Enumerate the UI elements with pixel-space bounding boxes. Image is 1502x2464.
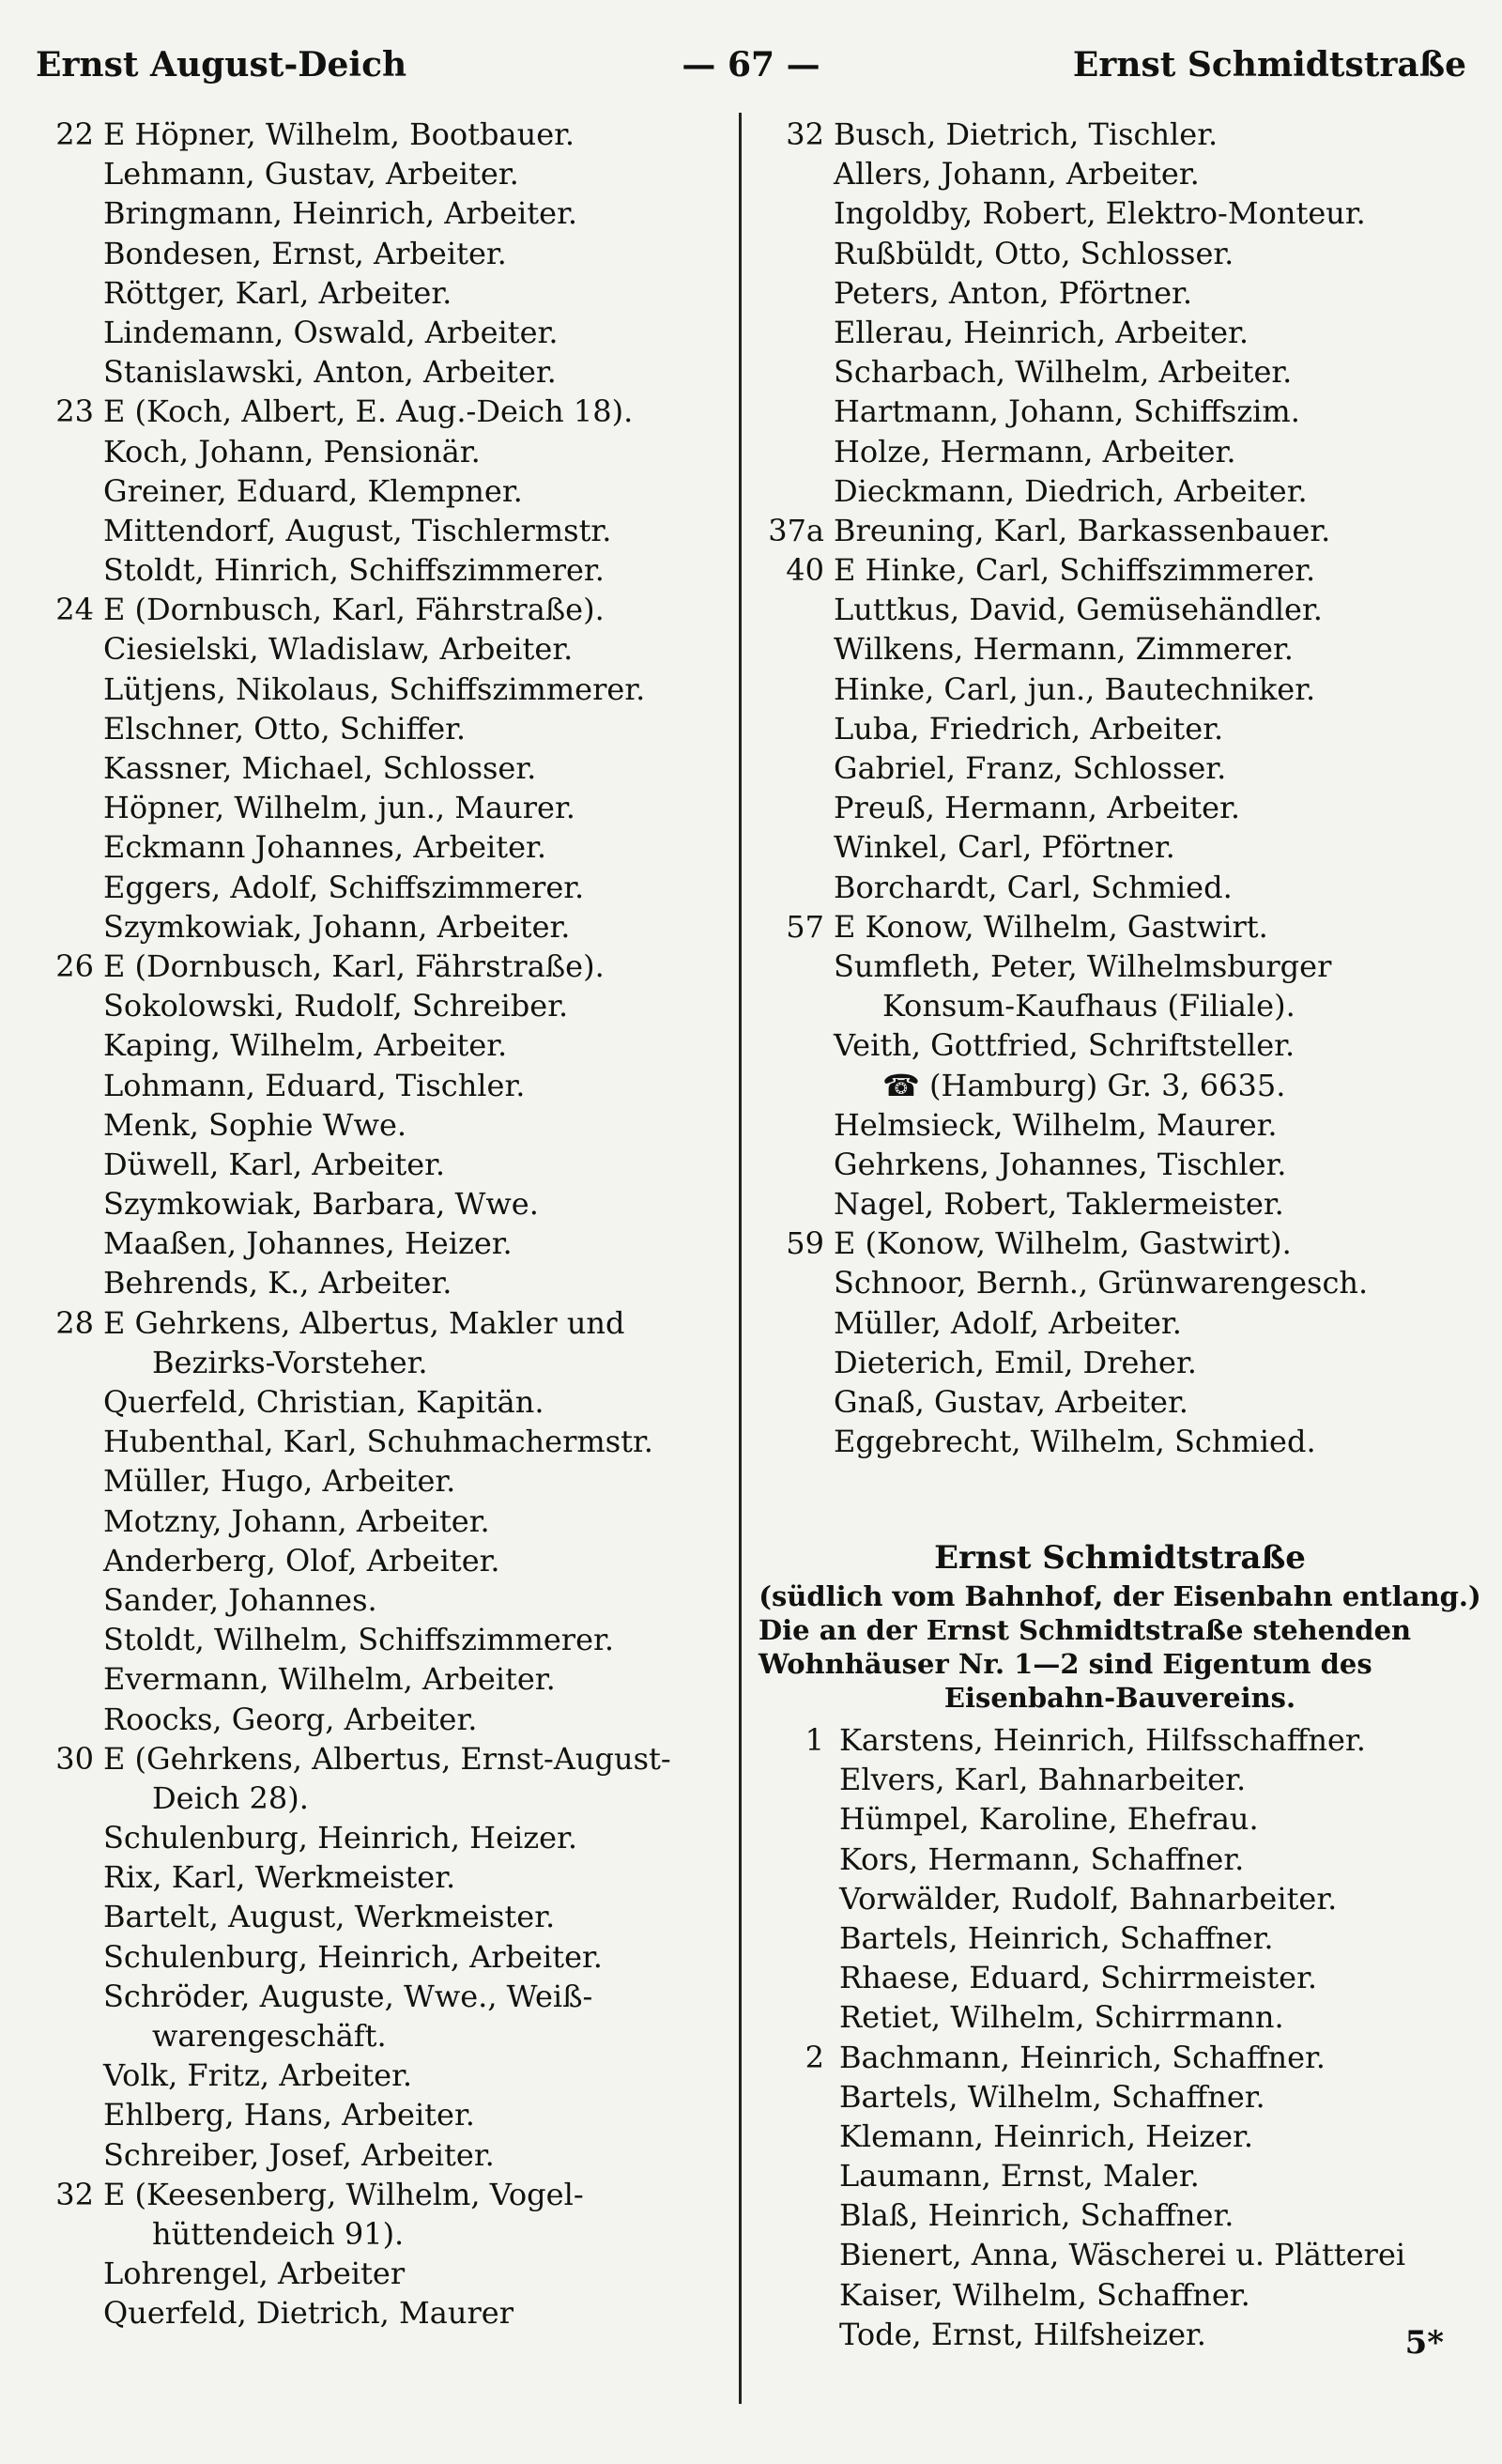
list-item [28, 1620, 723, 1659]
resident-entry: Nagel, Robert, Taklermeister. [834, 1186, 1284, 1223]
list-item [759, 827, 1481, 867]
resident-entry: Laumann, Ernst, Maler. [839, 2158, 1200, 2194]
list-item [759, 1145, 1481, 1184]
list-item [759, 313, 1481, 352]
list-item [759, 2235, 1481, 2274]
resident-entry: Ehlberg, Hans, Arbeiter. [103, 2097, 475, 2133]
house-number: 2 [805, 2039, 824, 2075]
resident-entry: E (Keesenberg, Wilhelm, Vogel- [103, 2176, 584, 2212]
resident-entry: Schnoor, Bernh., Grünwarengesch. [834, 1265, 1369, 1301]
list-item [28, 1937, 723, 1977]
resident-entry: Lohmann, Eduard, Tischler. [103, 1067, 526, 1103]
list-item [28, 352, 723, 392]
resident-entry: Rußbüldt, Otto, Schlosser. [834, 235, 1234, 271]
list-item [28, 1145, 723, 1184]
resident-entry: Busch, Dietrich, Tischler. [834, 116, 1218, 152]
list-item [28, 670, 723, 709]
list-item [759, 2077, 1481, 2117]
resident-entry: Bachmann, Heinrich, Schaffner. [839, 2039, 1326, 2075]
resident-entry: Müller, Adolf, Arbeiter. [834, 1304, 1182, 1341]
list-item [759, 352, 1481, 392]
list-item [28, 2293, 723, 2333]
resident-entry: Volk, Fritz, Arbeiter. [103, 2057, 413, 2094]
list-item [759, 1918, 1481, 1958]
house-number: 30 [55, 1740, 94, 1777]
list-item [759, 907, 1481, 947]
list-item [759, 1799, 1481, 1839]
resident-entry: Dieckmann, Diedrich, Arbeiter. [834, 472, 1308, 509]
list-item [759, 432, 1481, 471]
list-item [28, 2056, 723, 2095]
list-item [28, 827, 723, 867]
list-item [759, 511, 1481, 550]
list-item [28, 2214, 723, 2254]
list-item [28, 2175, 723, 2214]
list-item [759, 868, 1481, 907]
resident-entry: Bringmann, Heinrich, Arbeiter. [103, 195, 578, 232]
section-subtitle: (südlich vom Bahnhof, der Eisenbahn entlang.) [759, 1580, 1481, 1612]
list-item [28, 907, 723, 947]
header-left-street: Ernst August-Deich [36, 45, 407, 85]
resident-entry: Vorwälder, Rudolf, Bahnarbeiter. [839, 1880, 1338, 1917]
resident-entry: Greiner, Eduard, Klempner. [103, 472, 523, 509]
list-item [759, 2315, 1481, 2354]
list-item [759, 1760, 1481, 1799]
list-item [759, 273, 1481, 313]
resident-entry: Lohrengel, Arbeiter [103, 2256, 406, 2292]
house-number: 40 [786, 552, 824, 589]
resident-entry: Schulenburg, Heinrich, Heizer. [103, 1820, 577, 1856]
page-header [28, 45, 1474, 101]
resident-entry: Helmsieck, Wilhelm, Maurer. [834, 1106, 1278, 1143]
list-item [759, 1840, 1481, 1879]
list-item [28, 1263, 723, 1302]
resident-entry: Eggebrecht, Wilhelm, Schmied. [834, 1424, 1316, 1460]
section-note-line: Wohnhäuser Nr. 1—2 sind Eigentum des [759, 1648, 1372, 1680]
resident-entry: Maaßen, Johannes, Heizer. [103, 1225, 513, 1262]
list-item [759, 2275, 1481, 2315]
section-ernst-schmidtstrasse [759, 1536, 1481, 2354]
list-item [759, 1025, 1481, 1065]
resident-entry: Ciesielski, Wladislaw, Arbeiter. [103, 631, 574, 668]
resident-entry: Tode, Ernst, Hilfsheizer. [839, 2316, 1206, 2352]
resident-entry: Eggers, Adolf, Schiffszimmerer. [103, 869, 585, 905]
list-item [28, 709, 723, 748]
resident-entry: E (Dornbusch, Karl, Fährstraße). [103, 947, 605, 984]
resident-entry: Roocks, Georg, Arbeiter. [103, 1701, 478, 1737]
list-item [28, 432, 723, 471]
resident-entry: Eckmann Johannes, Arbeiter. [103, 829, 546, 866]
resident-entry: Gabriel, Franz, Schlosser. [834, 750, 1227, 786]
list-item [759, 1382, 1481, 1422]
list-item [759, 471, 1481, 511]
house-number: 23 [55, 393, 94, 430]
resident-entry: Winkel, Carl, Pförtner. [834, 829, 1175, 866]
resident-entry: E (Dornbusch, Karl, Fährstraße). [103, 592, 605, 628]
resident-entry: Sokolowski, Rudolf, Schreiber. [103, 988, 569, 1024]
list-item [28, 1025, 723, 1065]
resident-entry: Müller, Hugo, Arbeiter. [103, 1463, 456, 1500]
resident-entry: Veith, Gottfried, Schriftsteller. [834, 1027, 1295, 1064]
list-item [28, 1303, 723, 1343]
list-item [28, 1897, 723, 1936]
list-item [28, 1382, 723, 1422]
list-item [28, 986, 723, 1025]
resident-entry: Gehrkens, Johannes, Tischler. [834, 1146, 1287, 1182]
resident-entry: Kassner, Michael, Schlosser. [103, 750, 537, 786]
list-item [759, 550, 1481, 590]
house-number: 24 [55, 592, 94, 628]
resident-entry: Blaß, Heinrich, Schaffner. [839, 2197, 1234, 2234]
resident-entry: Kaping, Wilhelm, Arbeiter. [103, 1027, 508, 1064]
resident-entry: Konsum-Kaufhaus (Filiale). [882, 988, 1295, 1024]
list-item [28, 1066, 723, 1105]
list-item [759, 1343, 1481, 1382]
resident-entry: Kors, Hermann, Schaffner. [839, 1840, 1245, 1877]
list-item [759, 748, 1481, 788]
section-entries [759, 1720, 1481, 2354]
list-item [759, 154, 1481, 193]
resident-entry: Kaiser, Wilhelm, Schaffner. [839, 2276, 1250, 2313]
list-item [759, 234, 1481, 273]
left-column [28, 115, 723, 2333]
list-item [28, 313, 723, 352]
resident-entry: Ingoldby, Robert, Elektro-Monteur. [834, 195, 1366, 232]
list-item [759, 2156, 1481, 2195]
resident-entry: Luba, Friedrich, Arbeiter. [834, 710, 1224, 747]
house-number: 32 [786, 116, 824, 152]
resident-entry: Querfeld, Christian, Kapitän. [103, 1384, 544, 1420]
resident-entry: Rix, Karl, Werkmeister. [103, 1859, 456, 1896]
list-item [28, 1502, 723, 1541]
resident-entry: Breuning, Karl, Barkassenbauer. [834, 512, 1331, 548]
resident-entry: Bienert, Anna, Wäscherei u. Plätterei [839, 2237, 1406, 2273]
resident-entry: Gnaß, Gustav, Arbeiter. [834, 1384, 1188, 1420]
resident-entry: Lütjens, Nikolaus, Schiffszimmerer. [103, 670, 646, 707]
resident-entry: Hubenthal, Karl, Schuhmachermstr. [103, 1424, 653, 1460]
resident-entry: hüttendeich 91). [152, 2215, 405, 2252]
list-item [759, 1879, 1481, 1918]
resident-entry: ☎ (Hamburg) Gr. 3, 6635. [882, 1067, 1286, 1103]
list-item [28, 1343, 723, 1382]
resident-entry: E Gehrkens, Albertus, Makler und [103, 1304, 625, 1341]
list-item [759, 1263, 1481, 1302]
list-item [759, 1303, 1481, 1343]
list-item [759, 1105, 1481, 1145]
list-item [28, 1422, 723, 1461]
signature-mark: 5* [1404, 2324, 1444, 2362]
resident-entry: Bartels, Wilhelm, Schaffner. [839, 2078, 1265, 2115]
list-item [28, 2135, 723, 2175]
resident-entry: Preuß, Hermann, Arbeiter. [834, 790, 1241, 826]
resident-entry: Sander, Johannes. [103, 1581, 377, 1618]
resident-entry: Behrends, K., Arbeiter. [103, 1265, 452, 1301]
list-item [28, 511, 723, 550]
list-item [28, 273, 723, 313]
list-item [28, 193, 723, 233]
list-item [28, 1224, 723, 1263]
list-item [759, 1958, 1481, 1997]
resident-entry: Bartels, Heinrich, Schaffner. [839, 1919, 1274, 1956]
list-item [28, 1857, 723, 1897]
resident-entry: E (Konow, Wilhelm, Gastwirt). [834, 1225, 1292, 1262]
resident-entry: Hümpel, Karoline, Ehefrau. [839, 1801, 1259, 1838]
house-number: 57 [786, 908, 824, 945]
resident-entry: Retiet, Wilhelm, Schirrmann. [839, 1999, 1284, 2036]
resident-entry: Peters, Anton, Pförtner. [834, 274, 1192, 311]
list-item [28, 868, 723, 907]
list-item [759, 590, 1481, 629]
list-item [759, 1422, 1481, 1461]
resident-entry: Schröder, Auguste, Wwe., Weiß- [103, 1978, 593, 2014]
list-item [28, 550, 723, 590]
list-item [759, 1997, 1481, 2037]
resident-entry: E Hinke, Carl, Schiffszimmerer. [834, 552, 1316, 589]
resident-entry: Stanislawski, Anton, Arbeiter. [103, 354, 557, 391]
resident-entry: Lehmann, Gustav, Arbeiter. [103, 156, 519, 192]
resident-entry: Klemann, Heinrich, Heizer. [839, 2118, 1253, 2154]
resident-entry: Bezirks-Vorsteher. [152, 1344, 428, 1380]
list-item [759, 392, 1481, 431]
list-item [759, 1224, 1481, 1263]
resident-entry: E Konow, Wilhelm, Gastwirt. [834, 908, 1268, 945]
list-item [28, 2254, 723, 2293]
house-number: 1 [805, 1722, 824, 1758]
list-item [28, 2095, 723, 2134]
resident-entry: Elvers, Karl, Bahnarbeiter. [839, 1762, 1247, 1798]
list-item [28, 1779, 723, 1818]
resident-entry: Hartmann, Johann, Schiffszim. [834, 393, 1300, 430]
resident-entry: Stoldt, Wilhelm, Schiffszimmerer. [103, 1622, 614, 1658]
list-item [28, 1659, 723, 1699]
resident-entry: Karstens, Heinrich, Hilfsschaffner. [839, 1722, 1366, 1758]
list-item [28, 2016, 723, 2056]
resident-entry: E Höpner, Wilhelm, Bootbauer. [103, 116, 575, 152]
list-item [759, 2117, 1481, 2156]
list-item [759, 670, 1481, 709]
resident-entry: Hinke, Carl, jun., Bautechniker. [834, 670, 1316, 707]
resident-entry: Luttkus, David, Gemüsehändler. [834, 592, 1323, 628]
resident-entry: Elschner, Otto, Schiffer. [103, 710, 467, 747]
resident-entry: Scharbach, Wilhelm, Arbeiter. [834, 354, 1293, 391]
list-item [759, 1720, 1481, 1760]
resident-entry: Menk, Sophie Wwe. [103, 1106, 407, 1143]
section-note-line: Die an der Ernst Schmidtstraße stehenden [759, 1614, 1412, 1646]
resident-entry: Höpner, Wilhelm, jun., Maurer. [103, 790, 575, 826]
resident-entry: Lindemann, Oswald, Arbeiter. [103, 314, 559, 350]
list-item [28, 748, 723, 788]
resident-entry: Wilkens, Hermann, Zimmerer. [834, 631, 1294, 668]
resident-entry: Bondesen, Ernst, Arbeiter. [103, 235, 507, 271]
resident-entry: Ellerau, Heinrich, Arbeiter. [834, 314, 1249, 350]
list-item [759, 2195, 1481, 2235]
list-item [28, 1818, 723, 1857]
resident-entry: Szymkowiak, Johann, Arbeiter. [103, 908, 571, 945]
list-item [28, 234, 723, 273]
list-item [28, 1461, 723, 1501]
house-number: 28 [55, 1304, 94, 1341]
resident-entry: Rhaese, Eduard, Schirrmeister. [839, 1960, 1318, 1996]
resident-entry: warengeschäft. [152, 2018, 387, 2054]
resident-entry: Motzny, Johann, Arbeiter. [103, 1502, 490, 1539]
list-item [28, 788, 723, 827]
house-number: 22 [55, 116, 94, 152]
list-item [759, 2038, 1481, 2077]
list-item [28, 1739, 723, 1779]
resident-entry: Szymkowiak, Barbara, Wwe. [103, 1186, 539, 1223]
resident-entry: Dieterich, Emil, Dreher. [834, 1344, 1197, 1380]
resident-entry: Borchardt, Carl, Schmied. [834, 869, 1233, 905]
resident-entry: Stoldt, Hinrich, Schiffszimmerer. [103, 552, 605, 589]
list-item [28, 1541, 723, 1580]
list-item [759, 115, 1481, 154]
list-item [759, 1066, 1481, 1105]
list-item [759, 788, 1481, 827]
resident-entry: Schreiber, Josef, Arbeiter. [103, 2136, 495, 2173]
list-item [28, 392, 723, 431]
resident-entry: Koch, Johann, Pensionär. [103, 433, 481, 470]
resident-entry: E (Koch, Albert, E. Aug.-Deich 18). [103, 393, 634, 430]
resident-entry: E (Gehrkens, Albertus, Ernst-August- [103, 1740, 671, 1777]
resident-entry: Anderberg, Olof, Arbeiter. [103, 1542, 500, 1578]
right-column [759, 115, 1481, 1461]
list-item [759, 193, 1481, 233]
list-item [759, 1184, 1481, 1224]
resident-entry: Deich 28). [152, 1779, 309, 1816]
section-title: Ernst Schmidtstraße [934, 1539, 1306, 1577]
column-divider [739, 113, 742, 2404]
list-item [759, 629, 1481, 669]
list-item [28, 947, 723, 986]
resident-entry: Bartelt, August, Werkmeister. [103, 1899, 556, 1935]
list-item [28, 1184, 723, 1224]
resident-entry: Holze, Hermann, Arbeiter. [834, 433, 1236, 470]
list-item [759, 709, 1481, 748]
resident-entry: Röttger, Karl, Arbeiter. [103, 274, 452, 311]
resident-entry: Düwell, Karl, Arbeiter. [103, 1146, 446, 1182]
house-number: 59 [786, 1225, 824, 1262]
list-item [28, 1700, 723, 1739]
header-right-street: Ernst Schmidtstraße [1072, 45, 1466, 85]
list-item [28, 154, 723, 193]
house-number: 32 [55, 2176, 94, 2212]
resident-entry: Allers, Johann, Arbeiter. [834, 156, 1200, 192]
list-item [759, 947, 1481, 986]
list-item [759, 986, 1481, 1025]
list-item [28, 115, 723, 154]
resident-entry: Schulenburg, Heinrich, Arbeiter. [103, 1938, 603, 1975]
list-item [28, 1105, 723, 1145]
list-item [28, 629, 723, 669]
section-note-line: Eisenbahn-Bauvereins. [943, 1682, 1296, 1714]
page-number: — 67 — [682, 45, 820, 85]
list-item [28, 471, 723, 511]
house-number: 37a [768, 512, 824, 548]
resident-entry: Sumfleth, Peter, Wilhelmsburger [834, 947, 1332, 984]
resident-entry: Querfeld, Dietrich, Maurer [103, 2295, 513, 2332]
resident-entry: Evermann, Wilhelm, Arbeiter. [103, 1661, 556, 1698]
list-item [28, 590, 723, 629]
resident-entry: Mittendorf, August, Tischlermstr. [103, 512, 612, 548]
list-item [28, 1580, 723, 1620]
house-number: 26 [55, 947, 94, 984]
list-item [28, 1977, 723, 2016]
